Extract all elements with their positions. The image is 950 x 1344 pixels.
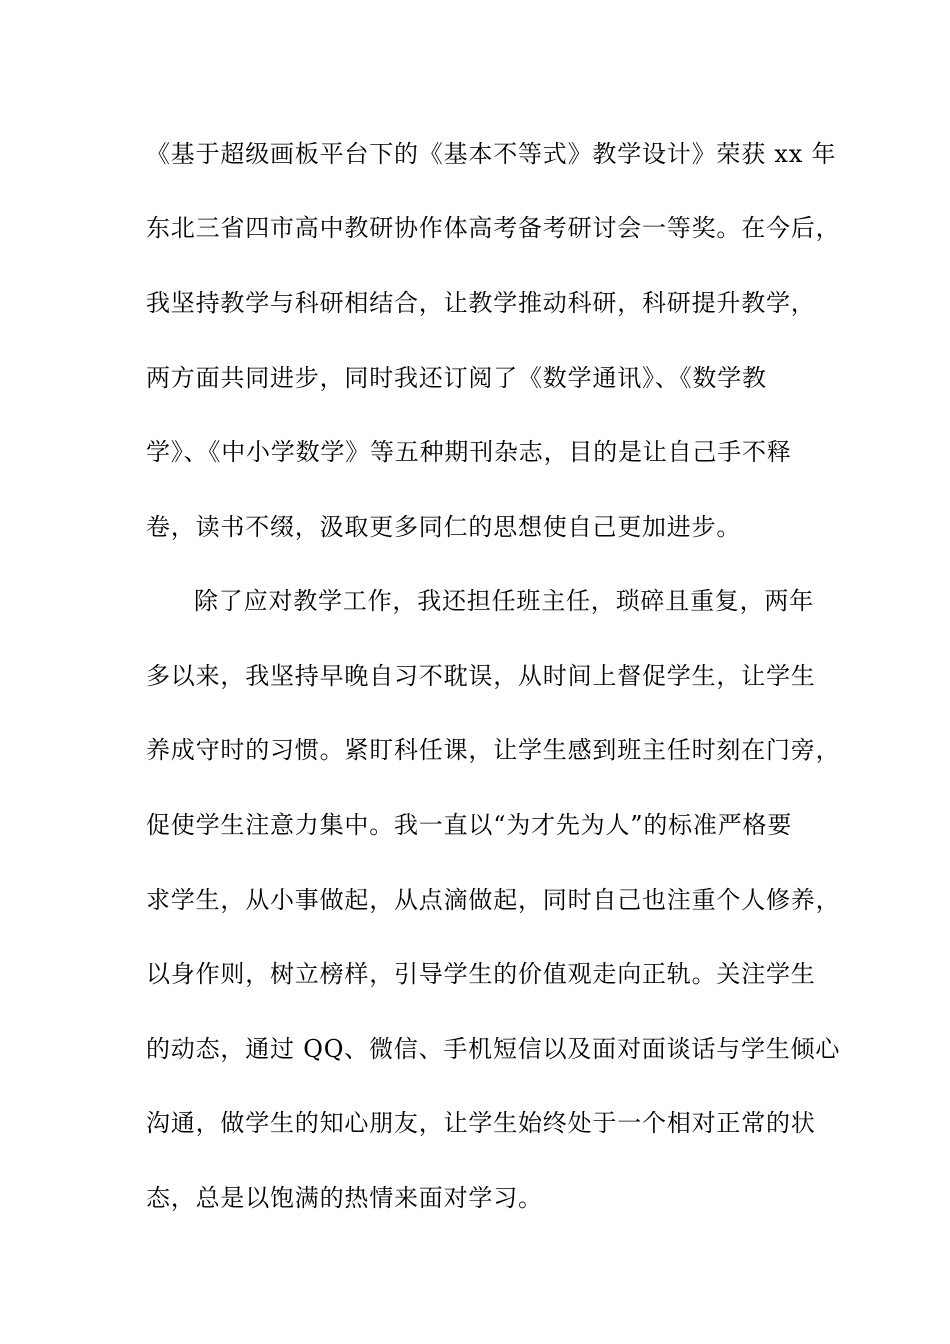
text-line: 除了应对教学工作，我还担任班主任，琐碎且重复，两年	[194, 587, 814, 615]
text-line: 卷，读书不缀，汲取更多同仁的思想使自己更加进步。	[146, 513, 742, 541]
text-line: 促使学生注意力集中。我一直以“为才先为人”的标准严格要	[146, 811, 793, 839]
text-line: 求学生，从小事做起，从点滴做起，同时自己也注重个人修养，	[146, 886, 841, 914]
text-line: 《基于超级画板平台下的《基本不等式》教学设计》荣获 xx 年	[146, 140, 837, 168]
text-line: 多以来，我坚持早晚自习不耽误，从时间上督促学生，让学生	[146, 662, 816, 690]
text-line: 沟通，做学生的知心朋友，让学生始终处于一个相对正常的状	[146, 1109, 816, 1137]
text-line: 以身作则，树立榜样，引导学生的价值观走向正轨。关注学生	[146, 960, 816, 988]
text-line: 养成守时的习惯。紧盯科任课，让学生感到班主任时刻在门旁，	[146, 736, 841, 764]
text-line: 我坚持教学与科研相结合，让教学推动科研，科研提升教学，	[146, 289, 816, 317]
text-line: 学》、《中小学数学》等五种期刊杂志，目的是让自己手不释	[146, 438, 792, 466]
text-line: 东北三省四市高中教研协作体高考备考研讨会一等奖。在今后，	[146, 214, 841, 242]
text-line: 两方面共同进步，同时我还订阅了《数学通讯》、《数学教	[146, 364, 767, 392]
text-line: 态，总是以饱满的热情来面对学习。	[146, 1184, 543, 1212]
text-line: 的动态，通过 QQ、微信、手机短信以及面对面谈话与学生倾心	[146, 1035, 841, 1063]
